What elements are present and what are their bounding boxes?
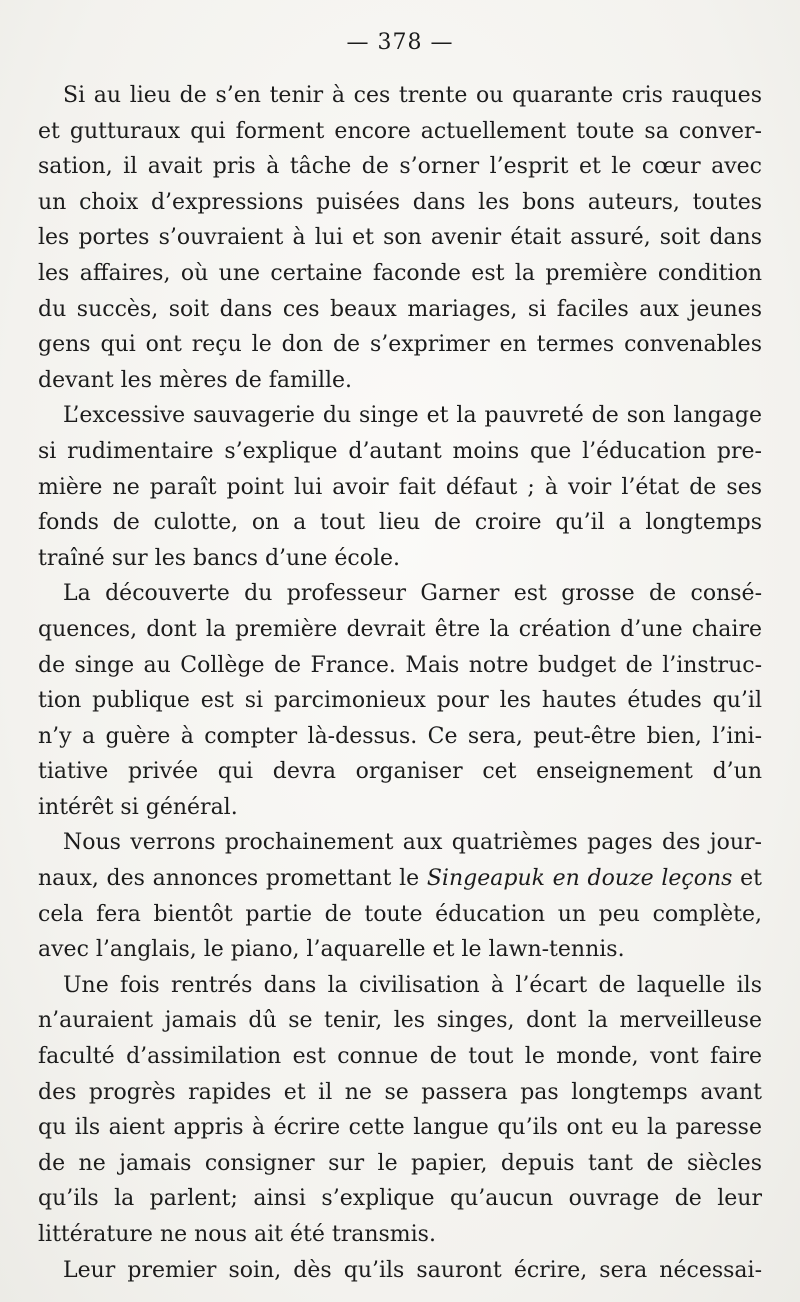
text-line: un choix d’expressions puisées dans les bons auteurs, toutes — [38, 189, 762, 215]
text-line: si rudimentaire s’explique d’autant moins que l’éducation pre- — [38, 438, 762, 464]
text-line: Si au lieu de s’en tenir à ces trente ou quarante cris rauques — [63, 83, 762, 108]
text-line: littérature ne nous ait été transmis. — [38, 1222, 436, 1247]
paragraph-4 — [38, 825, 762, 967]
text-line: Une fois rentrés dans la civilisation à l’écart de laquelle ils — [63, 972, 762, 998]
text-line: les affaires, où une certaine faconde est la première condition — [38, 260, 762, 286]
text-line: qu ils aient appris à écrire cette langue qu’ils ont eu la paresse — [38, 1115, 762, 1141]
paragraph-6 — [38, 1253, 762, 1289]
paragraph-5 — [38, 968, 762, 1253]
text-line: les portes s’ouvraient à lui et son avenir était assuré, soit dans — [38, 225, 762, 251]
text-line: de singe au Collège de France. Mais notre budget de l’instruc- — [38, 652, 762, 678]
paragraph-1 — [38, 78, 762, 398]
text-line: traîné sur les bancs d’une école. — [38, 545, 401, 571]
text-fragment: naux, des annonces promettant le — [38, 866, 427, 892]
text-line: L’excessive sauvagerie du singe et la pauvreté de son langage — [63, 403, 762, 429]
text-line: gens qui ont reçu le don de s’exprimer en termes convenables — [38, 332, 762, 358]
text-line: tiative privée qui devra organiser cet enseignement d’un — [38, 759, 762, 785]
text-line: avec l’anglais, le piano, l’aquarelle et le lawn-tennis. — [38, 937, 625, 963]
italic-title: Singeapuk en douze leçons — [426, 866, 733, 892]
text-line: faculté d’assimilation est connue de tout le monde, vont faire — [38, 1044, 762, 1070]
text-line: tion publique est si parcimonieux pour les hautes études qu’il — [38, 688, 762, 714]
text-line: de ne jamais consigner sur le papier, depuis tant de siècles — [38, 1150, 762, 1176]
text-fragment: et — [732, 866, 762, 892]
text-line: devant les mères de famille. — [38, 367, 353, 393]
paragraph-3 — [38, 576, 762, 825]
text-line: fonds de culotte, on a tout lieu de croire qu’il a longtemps — [38, 510, 762, 536]
paragraph-2 — [38, 398, 762, 576]
text-line: n’auraient jamais dû se tenir, les singes, dont la merveilleuse — [38, 1008, 762, 1034]
text-line: La découverte du professeur Garner est grosse de consé- — [63, 581, 762, 607]
text-line: intérêt si général. — [38, 794, 238, 820]
text-line: n’y a guère à compter là-dessus. Ce sera, peut-être bien, l’ini- — [38, 723, 762, 749]
body-text — [38, 78, 762, 1288]
text-line: mière ne paraît point lui avoir fait défaut ; à voir l’état de ses — [38, 474, 762, 500]
text-line: du succès, soit dans ces beaux mariages, si faciles aux jeunes — [38, 296, 762, 322]
text-line: Nous verrons prochainement aux quatrièmes pages des jour- — [63, 830, 762, 856]
text-line: des progrès rapides et il ne se passera pas longtemps avant — [38, 1079, 762, 1105]
text-line: Leur premier soin, dès qu’ils sauront écrire, sera nécessai- — [63, 1257, 762, 1283]
text-line: cela fera bientôt partie de toute éducation un peu complète, — [38, 901, 762, 927]
text-line: sation, il avait pris à tâche de s’orner l’esprit et le cœur avec — [38, 154, 762, 180]
text-line — [38, 861, 762, 897]
text-line: et gutturaux qui forment encore actuellement toute sa conver- — [38, 118, 762, 144]
page-number: — 378 — — [346, 30, 454, 55]
text-line: quences, dont la première devrait être la création d’une chaire — [38, 616, 762, 642]
text-line: qu’ils la parlent; ainsi s’explique qu’aucun ouvrage de leur — [38, 1186, 762, 1212]
